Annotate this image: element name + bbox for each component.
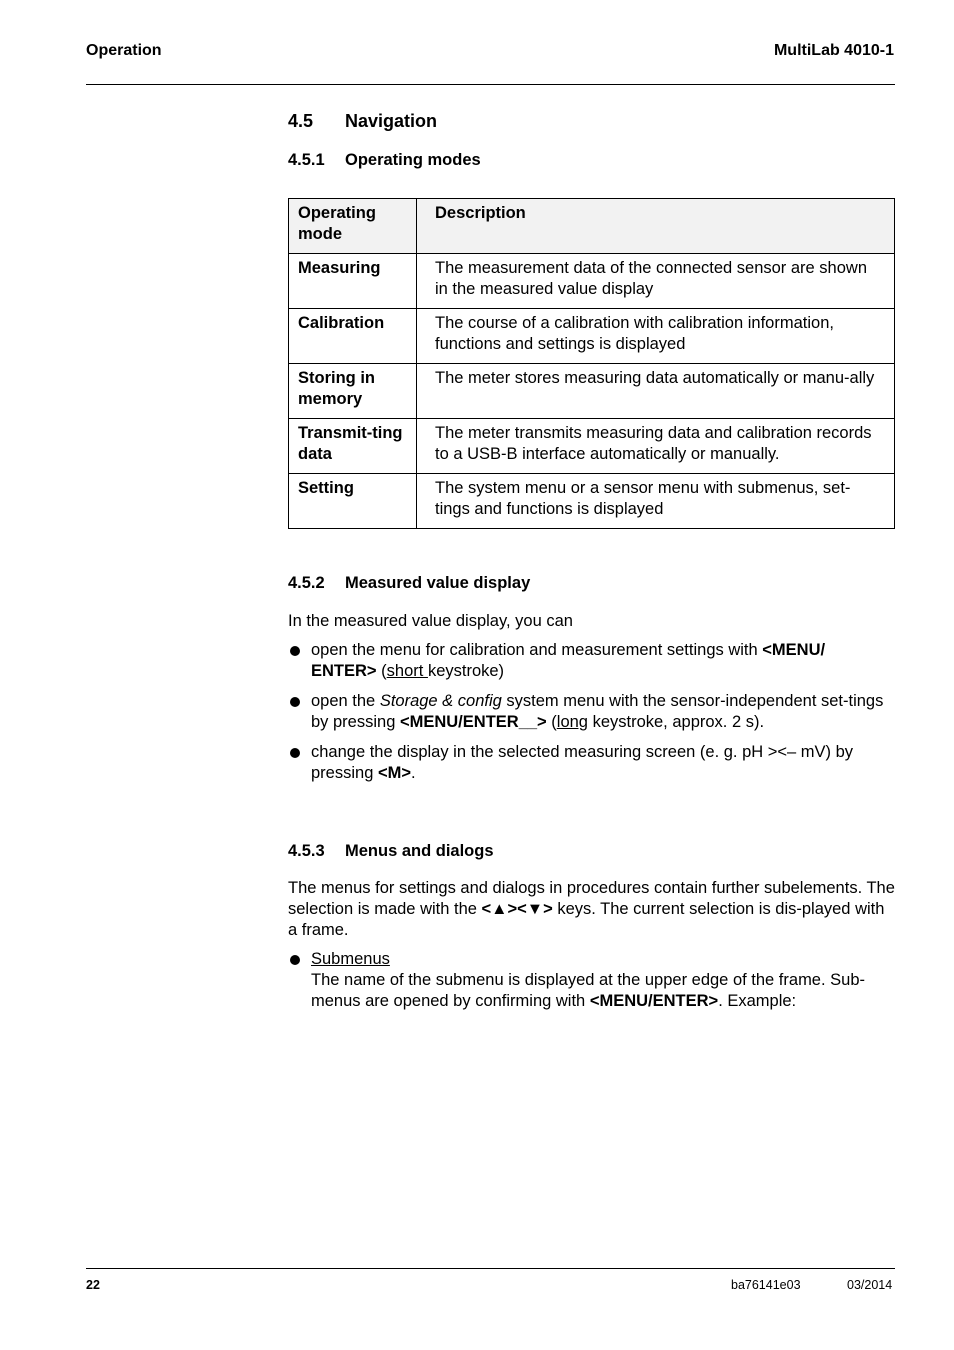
table-row <box>289 364 895 419</box>
subsection-number: 4.5.1 <box>288 151 325 169</box>
underlined-text: short <box>386 662 428 680</box>
menus-dialogs-bullet-list <box>288 949 895 1021</box>
table-cell-mode: Calibration <box>289 309 417 364</box>
bullet-text: open the menu for calibration and measurement settings with <box>311 641 763 659</box>
document-id: ba76141e03 <box>731 1278 801 1292</box>
bullet-text: change the display in the selected measuring screen (e. g. pH ><– mV) by pressing <box>311 743 854 782</box>
table-cell-description: The course of a calibration with calibration information, functions and settings is displayed <box>417 309 895 364</box>
paragraph-text: The menus for settings and dialogs in procedures contain further subelements. The selection is made with the <box>288 879 895 918</box>
measured-value-intro: In the measured value display, you can <box>288 612 573 630</box>
menus-dialogs-paragraph <box>288 878 895 941</box>
subsection-heading-operating-modes <box>288 151 481 170</box>
table-header-description: Description <box>417 199 895 254</box>
operating-modes-table <box>288 198 895 529</box>
document-date: 03/2014 <box>847 1278 893 1292</box>
table-cell-description: The system menu or a sensor menu with submenus, set-tings and functions is displayed <box>417 474 895 529</box>
table-cell-description: The measurement data of the connected sensor are shown in the measured value display <box>417 254 895 309</box>
subsection-number: 4.5.2 <box>288 574 325 592</box>
bullet-icon <box>290 748 300 758</box>
subsection-title: Measured value display <box>345 574 531 592</box>
header-divider <box>86 84 895 85</box>
footer-divider <box>86 1268 895 1269</box>
section-title: Navigation <box>345 111 438 131</box>
bullet-text: open the <box>311 692 380 710</box>
bullet-icon <box>290 955 300 965</box>
page-number: 22 <box>86 1278 100 1292</box>
bullet-text: . <box>410 764 416 782</box>
subsection-heading-menus-dialogs <box>288 842 494 861</box>
bullet-text: ( <box>376 662 387 680</box>
table-cell-mode: Transmit-ting data <box>289 419 417 474</box>
subsection-number: 4.5.3 <box>288 842 325 860</box>
bullet-text: ( <box>546 713 557 731</box>
key-label-menu-enter: <MENU/ENTER> <box>589 992 719 1010</box>
table-cell-description: The meter transmits measuring data and calibration records to a USB-B interface automatically or manually. <box>417 419 895 474</box>
list-item <box>288 640 895 682</box>
table-row <box>289 309 895 364</box>
table-cell-description: The meter stores measuring data automatically or manu-ally <box>417 364 895 419</box>
list-item <box>288 949 895 1012</box>
table-cell-mode: Measuring <box>289 254 417 309</box>
section-number: 4.5 <box>288 111 314 131</box>
section-heading-navigation <box>288 111 437 132</box>
subsection-title: Menus and dialogs <box>345 842 494 860</box>
bullet-icon <box>290 697 300 707</box>
subsection-title: Operating modes <box>345 151 481 169</box>
key-label-menu-enter-long: <MENU/ENTER__> <box>399 713 547 731</box>
table-cell-mode: Storing in memory <box>289 364 417 419</box>
key-label-arrows: <▲><▼> <box>481 900 553 918</box>
running-header-product: MultiLab 4010-1 <box>773 42 894 59</box>
bullet-icon <box>290 646 300 656</box>
bullet-text: The name of the submenu is displayed at the upper edge of the frame. Sub-menus are opened by confirming with <box>311 971 866 1010</box>
table-cell-mode: Setting <box>289 474 417 529</box>
running-header-section: Operation <box>86 42 162 59</box>
bullet-text: keystroke, approx. 2 s). <box>587 713 765 731</box>
menu-name: Storage & config <box>379 692 502 710</box>
list-item <box>288 742 895 784</box>
table-header-row <box>289 199 895 254</box>
bullet-text: keystroke) <box>427 662 505 680</box>
key-label-menu-enter: <MENU/ ENTER> <box>311 641 826 680</box>
underlined-text: long <box>556 713 588 731</box>
table-header-mode: Operating mode <box>289 199 417 254</box>
list-item <box>288 691 895 733</box>
paragraph-text: keys. The current selection is dis-played with a frame. <box>288 900 885 939</box>
table-row <box>289 254 895 309</box>
table-row <box>289 419 895 474</box>
subsection-heading-measured-value-display <box>288 574 530 593</box>
bullet-title-submenus: Submenus <box>311 950 390 968</box>
bullet-text: system menu with the sensor-independent set-tings by pressing <box>311 692 884 731</box>
key-label-m: <M> <box>377 764 411 782</box>
table-row <box>289 474 895 529</box>
measured-value-bullet-list <box>288 640 895 793</box>
bullet-text: . Example: <box>718 992 797 1010</box>
